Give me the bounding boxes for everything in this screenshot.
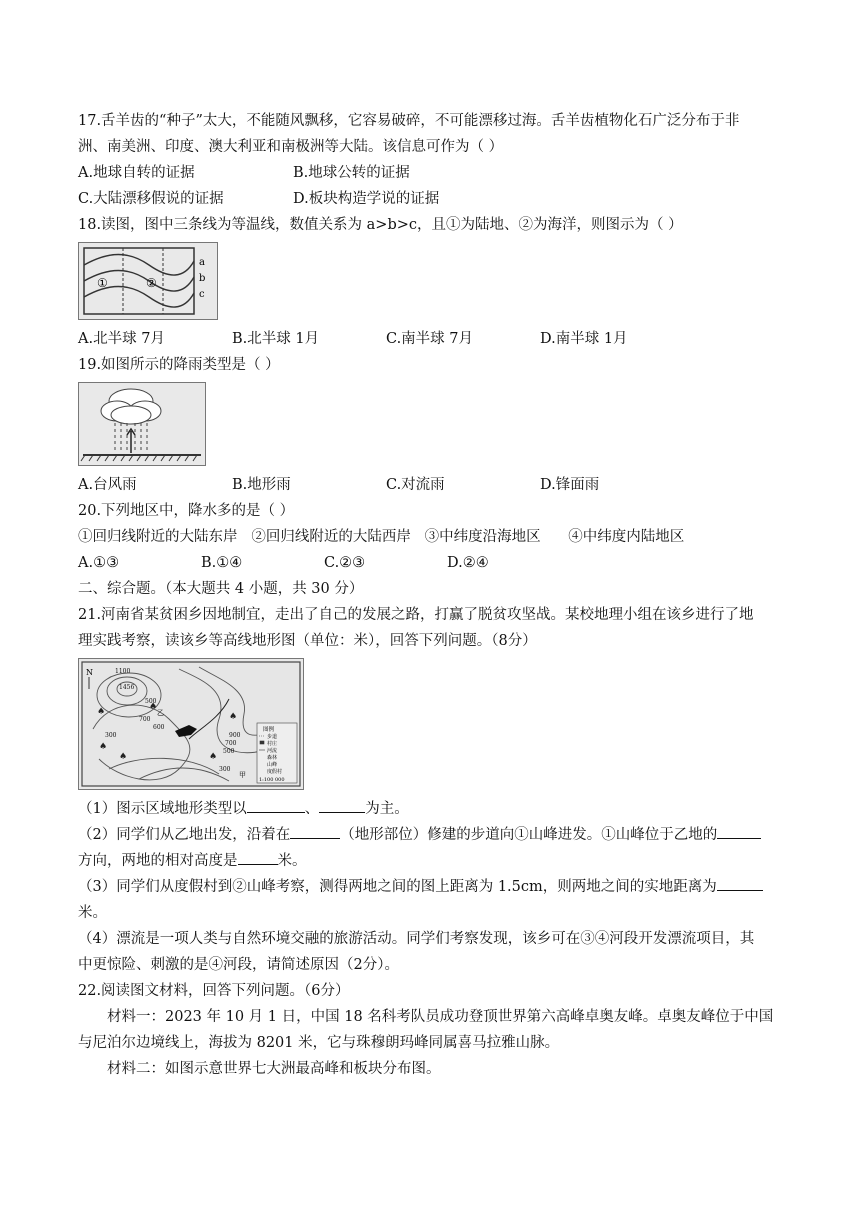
north-arrow-label: N	[86, 668, 93, 677]
exam-page	[78, 108, 793, 1082]
label-c: c	[199, 289, 205, 300]
elev-300-b: 300	[219, 766, 231, 773]
elev-700-a: 700	[139, 716, 151, 723]
q21-stem-line1: 21.河南省某贫困乡因地制宜，走出了自己的发展之路，打赢了脱贫攻坚战。某校地理小组在该乡进行了地	[78, 607, 754, 623]
question-22	[78, 978, 793, 1082]
q19-option-b[interactable]: B.地形雨	[232, 477, 291, 493]
elev-300-a: 300	[105, 732, 117, 739]
question-18	[78, 212, 793, 352]
q17-option-b[interactable]: B.地球公转的证据	[293, 165, 410, 181]
isotherm-diagram	[79, 243, 217, 319]
q21-stem-line2: 理实践考察，读该乡等高线地形图（单位：米），回答下列问题。（8分）	[78, 633, 537, 649]
contour-map	[79, 659, 303, 789]
place-jia: 甲	[239, 771, 246, 779]
elev-500-a: 500	[145, 698, 157, 705]
legend-item-3: 森林	[267, 755, 278, 761]
q17-stem-line2: 洲、南美洲、印度、澳大利亚和南极洲等大陆。该信息可作为（ ）	[78, 139, 504, 155]
q18-option-b[interactable]: B.北半球 1月	[232, 331, 320, 347]
q19-stem: 19.如图所示的降雨类型是（ ）	[78, 357, 280, 373]
legend-item-5: 度假村	[267, 769, 283, 775]
q19-option-c[interactable]: C.对流雨	[386, 477, 445, 493]
question-21	[78, 602, 793, 978]
q20-stem: 20.下列地区中，降水多的是（ ）	[78, 503, 295, 519]
svg-text:♠: ♠	[209, 752, 218, 762]
blank-relative-height[interactable]	[238, 848, 278, 865]
label-sea: ②	[146, 276, 157, 290]
legend-item-0: 步道	[267, 734, 278, 740]
q19-option-a[interactable]: A.台风雨	[78, 477, 137, 493]
elev-500-b: 500	[223, 748, 235, 755]
legend-item-1: 村庄	[267, 741, 278, 747]
elev-1456: 1456	[119, 684, 135, 691]
contour-map-figure	[78, 658, 304, 790]
svg-text:♠: ♠	[229, 712, 238, 722]
place-yi: 乙	[157, 709, 164, 717]
elev-1100: 1100	[115, 668, 131, 675]
svg-text:♠: ♠	[97, 707, 106, 717]
question-17	[78, 108, 793, 212]
q22-material-1-line1: 材料一：2023 年 10 月 1 日，中国 18 名科考队员成功登顶世界第六高峰卓奥友峰。卓奥友峰位于中国	[107, 1009, 774, 1025]
blank-landform-part[interactable]	[290, 822, 340, 839]
map-legend	[257, 723, 297, 783]
elev-600: 600	[153, 724, 165, 731]
blank-real-distance[interactable]	[717, 874, 763, 891]
svg-text:♠: ♠	[149, 702, 158, 712]
q21-part-4-line2: 中更惊险、刺激的是④河段，请简述原因（2分）。	[78, 957, 399, 973]
q17-options-row2	[78, 186, 793, 212]
q19-option-d[interactable]: D.锋面雨	[540, 477, 600, 493]
legend-item-2: 河流	[267, 748, 278, 754]
q18-option-a[interactable]: A.北半球 7月	[78, 331, 165, 347]
question-20	[78, 498, 793, 576]
q17-options-row1	[78, 160, 793, 186]
q17-option-c[interactable]: C.大陆漂移假说的证据	[78, 191, 224, 207]
q17-stem-line1: 17.舌羊齿的“种子”太大，不能随风飘移，它容易破碎，不可能漂移过海。舌羊齿植物化石广泛分布于非	[78, 113, 740, 129]
elev-900: 900	[229, 732, 241, 739]
q22-material-1-line2: 与尼泊尔边境线上，海拔为 8201 米，它与珠穆朗玛峰同属喜马拉雅山脉。	[78, 1035, 560, 1051]
legend-title: 图例	[263, 727, 275, 733]
blank-terrain-2[interactable]	[319, 796, 365, 813]
legend-item-4: 山峰	[267, 762, 278, 768]
q21-part-3-cont: 米。	[78, 905, 107, 921]
q19-options	[78, 472, 793, 498]
rainfall-figure	[78, 382, 206, 466]
q22-stem: 22.阅读图文材料，回答下列问题。（6分）	[78, 983, 350, 999]
isotherm-figure	[78, 242, 218, 320]
q20-option-d[interactable]: D.②④	[447, 555, 489, 571]
elev-700-b: 700	[225, 740, 237, 747]
q20-items: ①回归线附近的大陆东岸 ②回归线附近的大陆西岸 ③中纬度沿海地区 ④中纬度内陆地区	[78, 529, 685, 545]
q22-material-2: 材料二：如图示意世界七大洲最高峰和板块分布图。	[107, 1061, 441, 1077]
q18-options	[78, 326, 793, 352]
q17-option-a[interactable]: A.地球自转的证据	[78, 165, 195, 181]
blank-terrain-1[interactable]	[247, 796, 305, 813]
q21-part-2: （2）同学们从乙地出发，沿着在 （地形部位）修建的步道向①山峰进发。①山峰位于乙地的	[78, 822, 793, 848]
q20-options	[78, 550, 793, 576]
svg-text:♠: ♠	[99, 742, 108, 752]
q21-part-3: （3）同学们从度假村到②山峰考察，测得两地之间的图上距离为 1.5cm，则两地之间的实地距离为	[78, 874, 793, 900]
convective-rain-diagram	[79, 383, 205, 465]
q21-part-2-cont: 方向，两地的相对高度是 米。	[78, 848, 793, 874]
label-a: a	[199, 257, 205, 268]
q20-option-b[interactable]: B.①④	[201, 555, 243, 571]
q20-option-a[interactable]: A.①③	[78, 555, 120, 571]
map-scale: 1:100 000	[259, 777, 285, 783]
label-land: ①	[97, 276, 108, 290]
q20-option-c[interactable]: C.②③	[324, 555, 366, 571]
blank-direction[interactable]	[717, 822, 761, 839]
question-19	[78, 352, 793, 498]
q17-option-d[interactable]: D.板块构造学说的证据	[293, 191, 440, 207]
q18-option-c[interactable]: C.南半球 7月	[386, 331, 474, 347]
label-b: b	[199, 273, 206, 284]
q21-part-4-line1: （4）漂流是一项人类与自然环境交融的旅游活动。同学们考察发现，该乡可在③④河段开发漂流项目，其	[78, 931, 755, 947]
q18-stem: 18.读图，图中三条线为等温线，数值关系为 a>b>c，且①为陆地、②为海洋，则图示为（ ）	[78, 217, 683, 233]
section-2-heading: 二、综合题。（本大题共 4 小题，共 30 分）	[78, 581, 364, 597]
q18-option-d[interactable]: D.南半球 1月	[540, 331, 628, 347]
svg-text:♠: ♠	[119, 752, 128, 762]
q21-part-1: （1）图示区域地形类型以 、 为主。	[78, 796, 793, 822]
